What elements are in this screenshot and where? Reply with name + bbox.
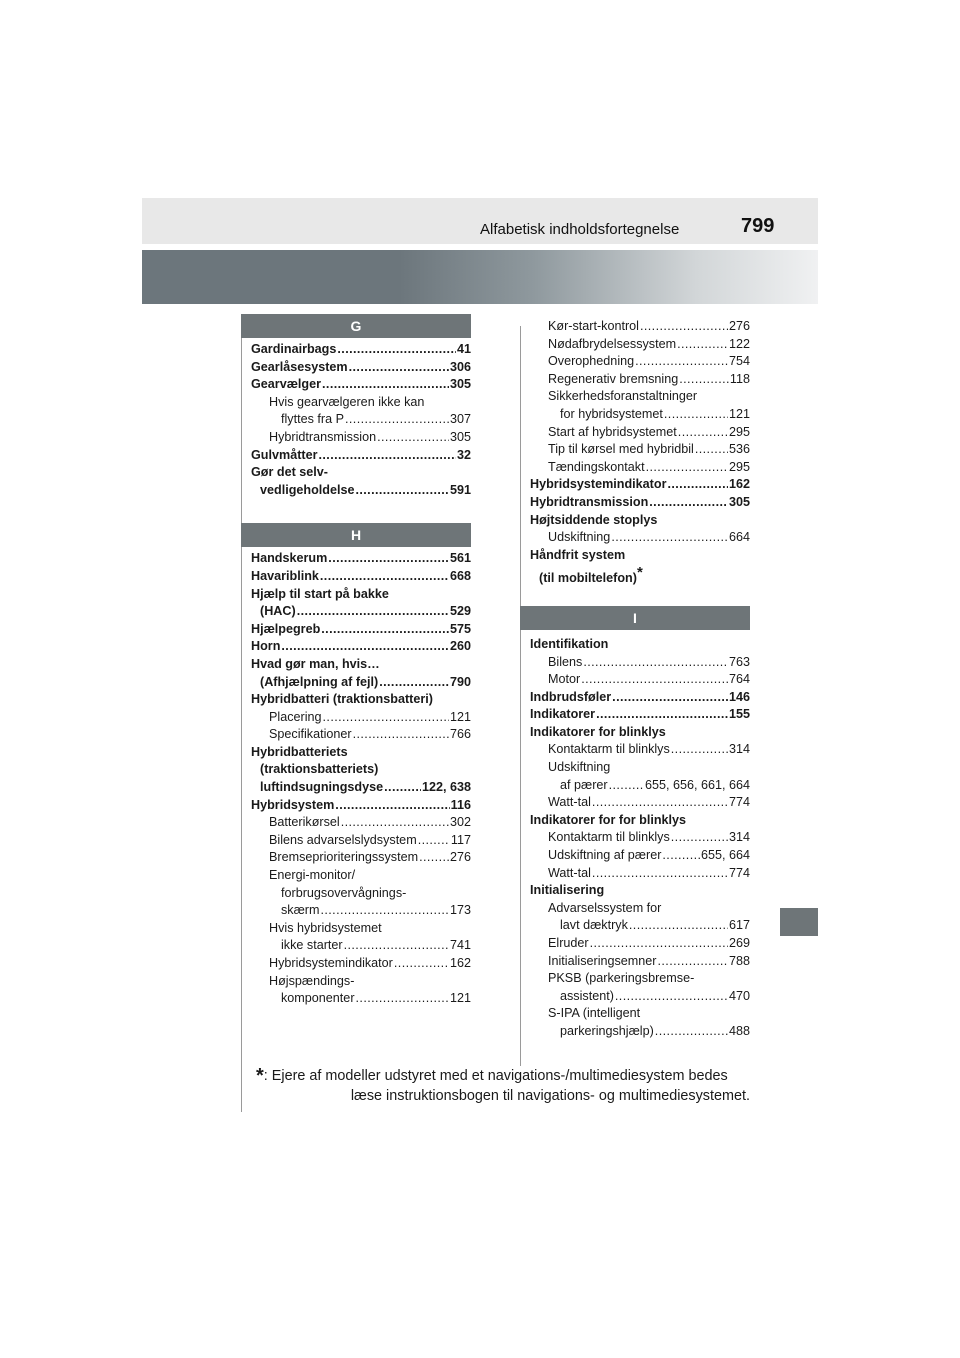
index-entry: (traktionsbatteriets) <box>260 762 379 777</box>
index-entry: Hvad gør man, hvis… <box>251 656 380 671</box>
index-subentry: af pærer ..... 655, 656, 661, 664 <box>530 777 750 795</box>
index-entry: (Afhjælpning af fejl) ..... 790 <box>251 674 471 692</box>
index-subentry: for hybridsystemet ..... 121 <box>530 406 750 424</box>
index-subentry: Initialiseringsemner ..... 788 <box>530 953 750 971</box>
index-subentry: Elruder ..... 269 <box>530 935 750 953</box>
index-entry: (til mobiltelefon)* <box>539 564 643 586</box>
index-subentry: Placering ..... 121 <box>251 709 471 727</box>
index-entry: vedligeholdelse ..... 591 <box>251 482 471 500</box>
index-entry: Havariblink ..... 668 <box>251 568 471 586</box>
index-entry: Hjælpegreb ..... 575 <box>251 621 471 639</box>
section-title: Alfabetisk indholdsfortegnelse <box>480 221 680 238</box>
index-entry: Hjælp til start på bakke <box>251 586 389 601</box>
footnote-star: * <box>256 1065 264 1087</box>
index-entry: Hybridsystemindikator ..... 162 <box>530 476 750 494</box>
index-entry: Identifikation <box>530 636 609 651</box>
index-entry: Håndfrit system <box>530 547 626 562</box>
index-entry: Initialisering <box>530 883 605 898</box>
index-entry: Hybridsystem ..... 116 <box>251 797 471 815</box>
footnote-marker: * <box>636 564 643 582</box>
index-subentry: Bilens advarselslydsystem ..... 117 <box>251 832 471 850</box>
index-subentry: Start af hybridsystemet ..... 295 <box>530 424 750 442</box>
index-subentry: Bremseprioriteringssystem ..... 276 <box>251 849 471 867</box>
index-subentry: Udskiftning ..... 664 <box>530 529 750 547</box>
index-entry: Indbrudsføler ..... 146 <box>530 689 750 707</box>
index-subentry: Sikkerhedsforanstaltninger <box>548 389 698 404</box>
index-subentry: assistent) ..... 470 <box>530 988 750 1006</box>
index-subentry: skærm ..... 173 <box>251 902 471 920</box>
index-subentry: Kontaktarm til blinklys ..... 314 <box>530 741 750 759</box>
index-subentry: Watt-tal ..... 774 <box>530 794 750 812</box>
index-entry: Indikatorer for blinklys <box>530 724 666 739</box>
index-entry: Hybridbatteri (traktionsbatteri) <box>251 692 433 707</box>
index-entry: Hybridbatteriets <box>251 744 348 759</box>
index-subentry: Kør-start-kontrol ..... 276 <box>530 318 750 336</box>
footnote-line-1: : Ejere af modeller udstyret med et navigations-/multimediesystem bedes <box>263 1068 728 1084</box>
index-subentry: Overophedning ..... 754 <box>530 353 750 371</box>
column-rule-left <box>241 326 242 1112</box>
index-subentry: Hvis hybridsystemet <box>269 920 382 935</box>
footnote-line-2: læse instruktionsbogen til navigations- og multimediesystemet. <box>350 1088 750 1104</box>
index-entry: Hybridtransmission ..... 305 <box>530 494 750 512</box>
index-subentry: Udskiftning af pærer ..... 655, 664 <box>530 847 750 865</box>
column-rule-middle <box>520 326 521 1066</box>
index-subentry: komponenter ..... 121 <box>251 990 471 1008</box>
index-subentry: forbrugsovervågnings- <box>281 885 407 900</box>
index-entry: Indikatorer ..... 155 <box>530 706 750 724</box>
index-subentry: Hvis gearvælgeren ikke kan <box>269 394 425 409</box>
index-subentry: Nødafbrydelsessystem ..... 122 <box>530 336 750 354</box>
index-entry: (HAC) ..... 529 <box>251 603 471 621</box>
index-column-right <box>530 318 750 1041</box>
index-entry: Gør det selv- <box>251 465 328 480</box>
index-subentry: Tip til kørsel med hybridbil ..... 536 <box>530 441 750 459</box>
index-entry: Højtsiddende stoplys <box>530 512 658 527</box>
index-subentry: Advarselssystem for <box>548 900 662 915</box>
index-entry: Gardinairbags ..... 41 <box>251 341 471 359</box>
index-entry: Handskerum ..... 561 <box>251 550 471 568</box>
section-heading-i: I <box>520 606 750 630</box>
index-subentry: ikke starter ..... 741 <box>251 937 471 955</box>
index-entry: Gearlåsesystem ..... 306 <box>251 359 471 377</box>
index-subentry: Hybridsystemindikator ..... 162 <box>251 955 471 973</box>
index-subentry: Hybridtransmission ..... 305 <box>251 429 471 447</box>
chapter-tab <box>780 908 818 936</box>
index-subentry: S-IPA (intelligent <box>548 1006 641 1021</box>
index-column-left <box>251 314 471 1008</box>
index-subentry: lavt dæktryk ..... 617 <box>530 917 750 935</box>
index-subentry: Bilens ..... 763 <box>530 654 750 672</box>
index-subentry: Kontaktarm til blinklys ..... 314 <box>530 829 750 847</box>
index-entry: Indikatorer for for blinklys <box>530 812 687 827</box>
index-entry: luftindsugningsdyse ..... 122, 638 <box>251 779 471 797</box>
section-heading-h: H <box>241 523 471 547</box>
index-entry: Horn ..... 260 <box>251 638 471 656</box>
index-subentry: Tændingskontakt ..... 295 <box>530 459 750 477</box>
page-number: 799 <box>741 215 775 237</box>
index-subentry: Watt-tal ..... 774 <box>530 865 750 883</box>
section-heading-g: G <box>241 314 471 338</box>
index-entry: Gearvælger ..... 305 <box>251 376 471 394</box>
index-entry: Gulvmåtter ..... 32 <box>251 447 471 465</box>
footnote <box>256 1066 750 1106</box>
index-subentry: flyttes fra P ..... 307 <box>251 411 471 429</box>
index-subentry: Specifikationer ..... 766 <box>251 726 471 744</box>
index-subentry: Energi-monitor/ <box>269 868 356 883</box>
header-gradient-band <box>142 250 818 304</box>
index-subentry: parkeringshjælp) ..... 488 <box>530 1023 750 1041</box>
index-subentry: Udskiftning <box>548 760 611 775</box>
index-subentry: Højspændings- <box>269 973 355 988</box>
index-subentry: Regenerativ bremsning ..... 118 <box>530 371 750 389</box>
index-subentry: Motor ..... 764 <box>530 671 750 689</box>
index-subentry: Batterikørsel ..... 302 <box>251 814 471 832</box>
index-subentry: PKSB (parkeringsbremse- <box>548 971 695 986</box>
